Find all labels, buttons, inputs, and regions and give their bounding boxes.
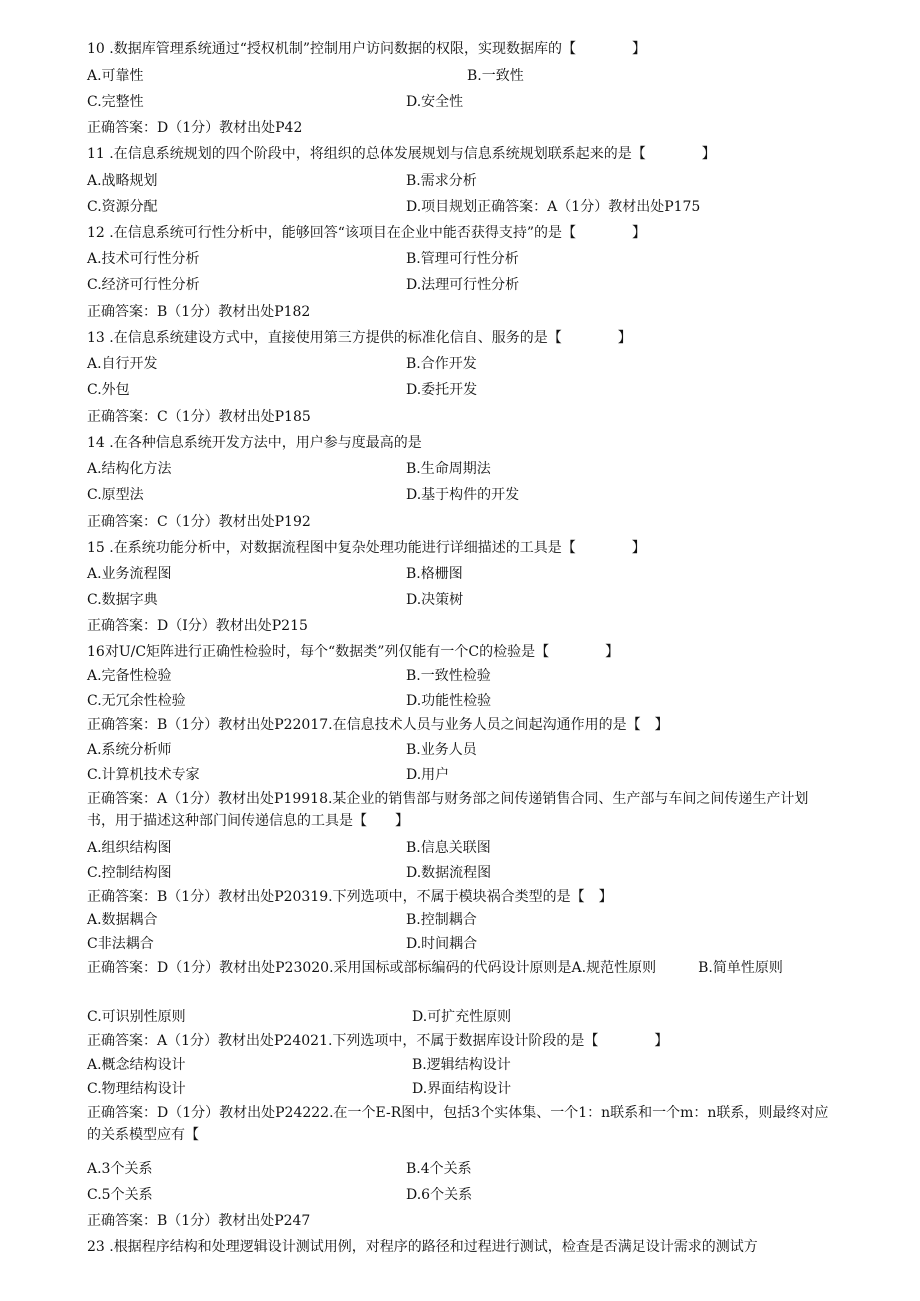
q12-stem: 12 .在信息系统可行性分析中，能够回答“该项目在企业中能否获得支持”的是【 】: [87, 225, 647, 241]
q14-option-a: A.结构化方法: [87, 461, 172, 477]
q12-option-d: D.法理可行性分析: [406, 277, 520, 293]
q11-option-d-answer: D.项目规划正确答案：A（1分）教材出处P175: [406, 199, 701, 215]
q12-answer: 正确答案：B（1分）教材出处P182: [87, 304, 311, 320]
q18-option-b: B.信息关联图: [406, 840, 491, 856]
q11-option-c: C.资源分配: [87, 199, 158, 215]
q22-answer: 正确答案：B（1分）教材出处P247: [87, 1213, 311, 1229]
q12-option-c: C.经济可行性分析: [87, 277, 200, 293]
q18-option-d: D.数据流程图: [406, 865, 492, 881]
q17-option-d: D.用户: [406, 767, 450, 783]
q16-option-b: B.一致性检验: [406, 668, 491, 684]
q18-option-a: A.组织结构图: [87, 840, 172, 856]
q10-option-d: D.安全性: [406, 94, 464, 110]
q13-option-d: D.委托开发: [406, 382, 478, 398]
q15-answer: 正确答案：D（I分）教材出处P215: [87, 618, 308, 634]
q13-option-c: C.外包: [87, 382, 130, 398]
q17-option-c: C.计算机技术专家: [87, 767, 200, 783]
q15-option-a: A.业务流程图: [87, 566, 172, 582]
q16-answer-q17-stem: 正确答案：B（1分）教材出处P22017.在信息技术人员与业务人员之间起沟通作用的是【 】: [87, 717, 669, 733]
q22-option-c: C.5个关系: [87, 1187, 153, 1203]
q17-answer-q18-stem: 正确答案：A（1分）教材出处P19918.某企业的销售部与财务部之间传递销售合同、生产部与车间之间传递生产计划书，用于描述这种部门间传递信息的工具是【 】: [87, 791, 809, 829]
q10-stem: 10 .数据库管理系统通过“授权机制”控制用户访问数据的权限，实现数据库的【 】: [87, 41, 647, 57]
q11-option-b: B.需求分析: [406, 173, 477, 189]
q15-stem: 15 .在系统功能分析中，对数据流程图中复杂处理功能进行详细描述的工具是【 】: [87, 540, 646, 556]
q16-option-a: A.完备性检验: [87, 668, 172, 684]
q10-answer: 正确答案：D（1分）教材出处P42: [87, 120, 303, 136]
q19-answer-q20-stem: 正确答案：D（1分）教材出处P23020.采用国标或部标编码的代码设计原则是A.规范性原则 B.简单性原则: [87, 960, 783, 976]
q21-option-d: D.界面结构设计: [412, 1081, 512, 1097]
q20-answer-q21-stem: 正确答案：A（1分）教材出处P24021.下列选项中，不属于数据库设计阶段的是【 】: [87, 1033, 669, 1049]
q14-option-c: C.原型法: [87, 487, 144, 503]
q19-option-a: A.数据耦合: [87, 912, 158, 928]
q13-answer: 正确答案：C（1分）教材出处P185: [87, 409, 311, 425]
q15-option-b: B.格栅图: [406, 566, 463, 582]
q19-option-c: C非法耦合: [87, 936, 154, 952]
q13-option-b: B.合作开发: [406, 356, 477, 372]
q10-option-c: C.完整性: [87, 94, 144, 110]
q19-option-b: B.控制耦合: [406, 912, 477, 928]
q20-option-d: D.可扩充性原则: [412, 1009, 512, 1025]
q22-option-b: B.4个关系: [406, 1161, 472, 1177]
q14-stem: 14 .在各种信息系统开发方法中，用户参与度最高的是: [87, 435, 422, 451]
q21-option-a: A.概念结构设计: [87, 1057, 186, 1073]
q21-answer-q22-stem: 正确答案：D（1分）教材出处P24222.在一个E-R图中，包括3个实体集、一个1：n联系和一个m：n联系，则最终对应的关系模型应有【: [87, 1105, 829, 1143]
q17-option-a: A.系统分析师: [87, 742, 172, 758]
q14-answer: 正确答案：C（1分）教材出处P192: [87, 514, 311, 530]
q17-option-b: B.业务人员: [406, 742, 477, 758]
q12-option-a: A.技术可行性分析: [87, 251, 200, 267]
q21-option-b: B.逻辑结构设计: [412, 1057, 511, 1073]
q16-option-c: C.无冗余性检验: [87, 693, 186, 709]
q23-stem: 23 .根据程序结构和处理逻辑设计测试用例，对程序的路径和过程进行测试，检查是否满足设计需求的测试方: [87, 1239, 758, 1255]
q16-stem: 16对U/C矩阵进行正确性检验时，每个“数据类”列仅能有一个C的检验是【 】: [87, 644, 620, 660]
q14-option-b: B.生命周期法: [406, 461, 491, 477]
q12-option-b: B.管理可行性分析: [406, 251, 519, 267]
q10-option-b: B.一致性: [467, 68, 524, 84]
q22-option-d: D.6个关系: [406, 1187, 473, 1203]
q11-option-a: A.战略规划: [87, 173, 158, 189]
q11-stem: 11 .在信息系统规划的四个阶段中，将组织的总体发展规划与信息系统规划联系起来的是【 】: [87, 146, 716, 162]
q21-option-c: C.物理结构设计: [87, 1081, 186, 1097]
q10-option-a: A.可靠性: [87, 68, 144, 84]
q13-option-a: A.自行开发: [87, 356, 158, 372]
q15-option-c: C.数据字典: [87, 592, 158, 608]
q20-option-c: C.可识别性原则: [87, 1009, 186, 1025]
q19-option-d: D.时间耦合: [406, 936, 478, 952]
q18-option-c: C.控制结构图: [87, 865, 172, 881]
q16-option-d: D.功能性检验: [406, 693, 492, 709]
q13-stem: 13 .在信息系统建设方式中，直接使用第三方提供的标准化信自、服务的是【 】: [87, 330, 632, 346]
q15-option-d: D.决策树: [406, 592, 464, 608]
q22-option-a: A.3个关系: [87, 1161, 153, 1177]
q14-option-d: D.基于构件的开发: [406, 487, 520, 503]
q18-answer-q19-stem: 正确答案：B（1分）教材出处P20319.下列选项中，不属于模块祸合类型的是【 】: [87, 889, 613, 905]
